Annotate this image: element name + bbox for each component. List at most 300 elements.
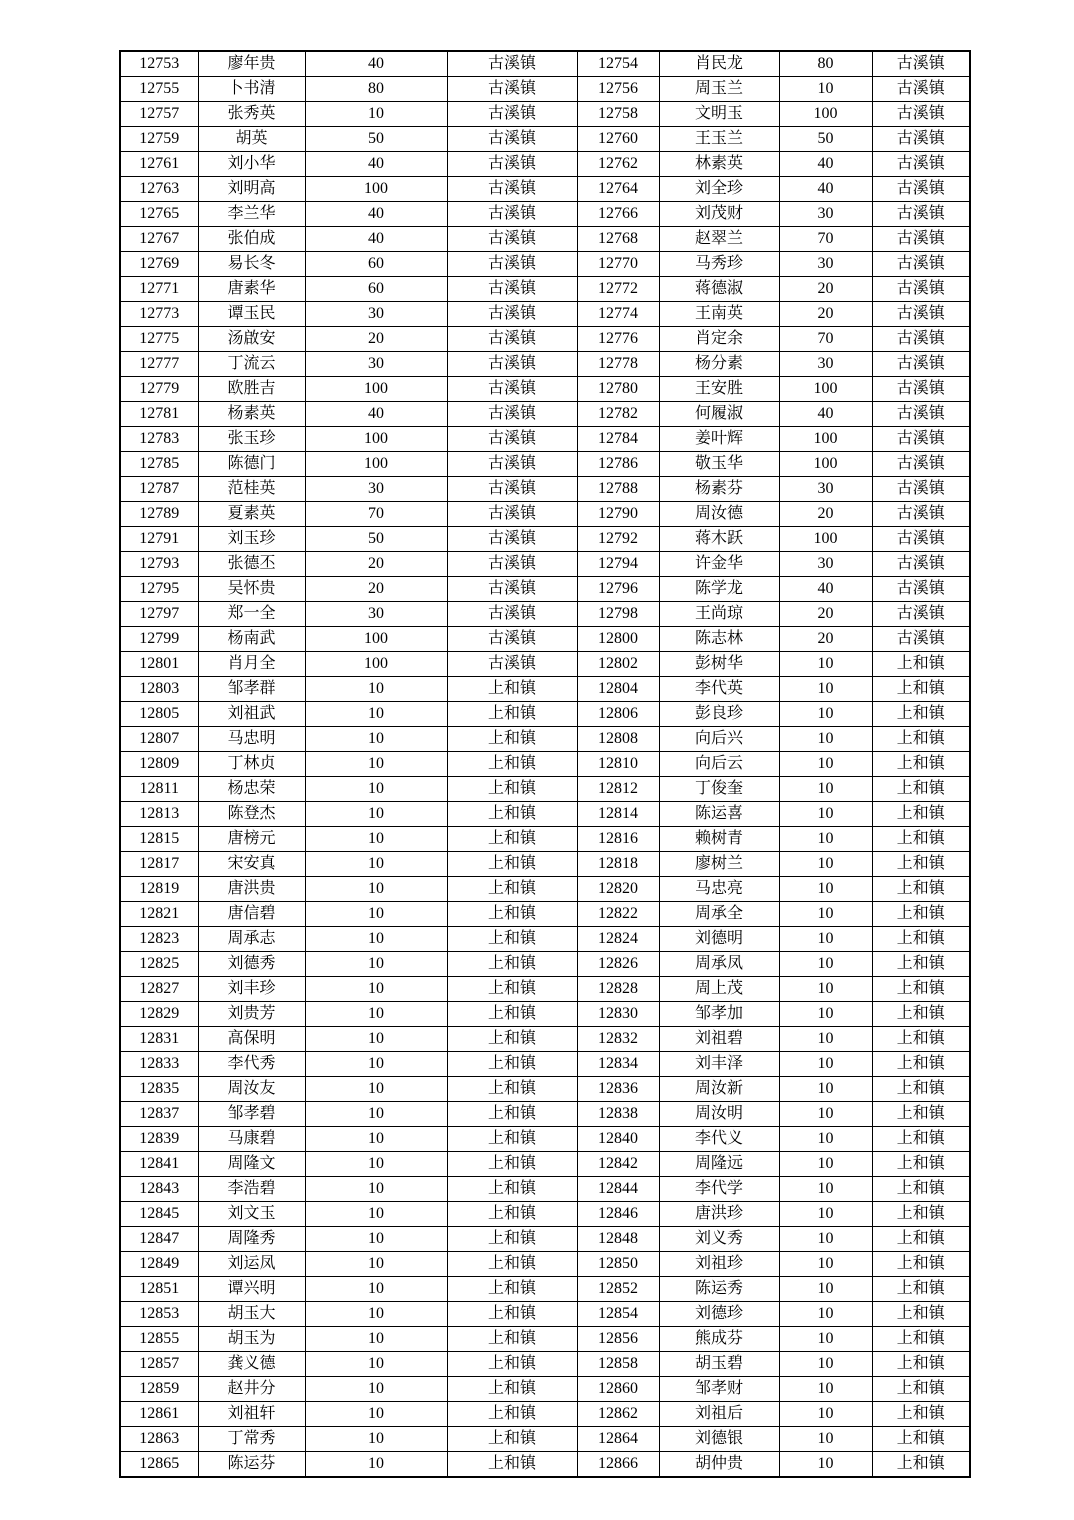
- amount-cell: 10: [779, 1102, 872, 1127]
- id-cell: 12844: [577, 1177, 659, 1202]
- town-cell: 古溪镇: [447, 527, 577, 552]
- amount-cell: 10: [305, 752, 447, 777]
- id-cell: 12863: [120, 1427, 198, 1452]
- name-cell: 胡玉大: [198, 1302, 305, 1327]
- id-cell: 12864: [577, 1427, 659, 1452]
- amount-cell: 10: [305, 1252, 447, 1277]
- table-row: [120, 252, 970, 277]
- town-cell: 上和镇: [447, 977, 577, 1002]
- town-cell: 古溪镇: [447, 302, 577, 327]
- id-cell: 12866: [577, 1452, 659, 1478]
- amount-cell: 10: [779, 827, 872, 852]
- amount-cell: 10: [779, 1052, 872, 1077]
- amount-cell: 10: [305, 1352, 447, 1377]
- id-cell: 12778: [577, 352, 659, 377]
- id-cell: 12835: [120, 1077, 198, 1102]
- id-cell: 12794: [577, 552, 659, 577]
- name-cell: 周汝友: [198, 1077, 305, 1102]
- amount-cell: 10: [305, 727, 447, 752]
- table-row: [120, 1077, 970, 1102]
- amount-cell: 10: [305, 1052, 447, 1077]
- amount-cell: 100: [779, 377, 872, 402]
- town-cell: 上和镇: [872, 1102, 970, 1127]
- id-cell: 12792: [577, 527, 659, 552]
- id-cell: 12852: [577, 1277, 659, 1302]
- id-cell: 12824: [577, 927, 659, 952]
- table-row: [120, 852, 970, 877]
- id-cell: 12847: [120, 1227, 198, 1252]
- name-cell: 唐洪贵: [198, 877, 305, 902]
- name-cell: 郑一全: [198, 602, 305, 627]
- table-row: [120, 1277, 970, 1302]
- id-cell: 12769: [120, 252, 198, 277]
- amount-cell: 10: [779, 702, 872, 727]
- town-cell: 上和镇: [872, 877, 970, 902]
- id-cell: 12839: [120, 1127, 198, 1152]
- name-cell: 陈运芬: [198, 1452, 305, 1478]
- name-cell: 周承全: [659, 902, 779, 927]
- amount-cell: 10: [305, 1027, 447, 1052]
- name-cell: 赖树青: [659, 827, 779, 852]
- id-cell: 12853: [120, 1302, 198, 1327]
- town-cell: 古溪镇: [872, 577, 970, 602]
- id-cell: 12761: [120, 152, 198, 177]
- table-row: [120, 1202, 970, 1227]
- id-cell: 12857: [120, 1352, 198, 1377]
- amount-cell: 30: [305, 352, 447, 377]
- table-row: [120, 1177, 970, 1202]
- town-cell: 上和镇: [447, 1002, 577, 1027]
- amount-cell: 20: [305, 577, 447, 602]
- town-cell: 古溪镇: [447, 177, 577, 202]
- name-cell: 刘祖碧: [659, 1027, 779, 1052]
- name-cell: 肖月全: [198, 652, 305, 677]
- town-cell: 古溪镇: [447, 502, 577, 527]
- amount-cell: 10: [779, 1202, 872, 1227]
- amount-cell: 10: [779, 652, 872, 677]
- table-row: [120, 402, 970, 427]
- table-row: [120, 427, 970, 452]
- town-cell: 上和镇: [447, 1052, 577, 1077]
- table-row: [120, 977, 970, 1002]
- amount-cell: 60: [305, 277, 447, 302]
- town-cell: 古溪镇: [872, 77, 970, 102]
- id-cell: 12861: [120, 1402, 198, 1427]
- amount-cell: 40: [305, 51, 447, 77]
- name-cell: 丁常秀: [198, 1427, 305, 1452]
- id-cell: 12846: [577, 1202, 659, 1227]
- name-cell: 李兰华: [198, 202, 305, 227]
- name-cell: 廖年贵: [198, 51, 305, 77]
- name-cell: 陈运喜: [659, 802, 779, 827]
- town-cell: 古溪镇: [872, 252, 970, 277]
- name-cell: 夏素英: [198, 502, 305, 527]
- town-cell: 上和镇: [447, 752, 577, 777]
- table-row: [120, 377, 970, 402]
- id-cell: 12775: [120, 327, 198, 352]
- name-cell: 刘德明: [659, 927, 779, 952]
- amount-cell: 60: [305, 252, 447, 277]
- id-cell: 12767: [120, 227, 198, 252]
- town-cell: 古溪镇: [872, 227, 970, 252]
- id-cell: 12798: [577, 602, 659, 627]
- town-cell: 上和镇: [872, 652, 970, 677]
- id-cell: 12776: [577, 327, 659, 352]
- name-cell: 陈运秀: [659, 1277, 779, 1302]
- name-cell: 赵井分: [198, 1377, 305, 1402]
- amount-cell: 40: [305, 227, 447, 252]
- amount-cell: 10: [779, 1452, 872, 1478]
- town-cell: 古溪镇: [447, 277, 577, 302]
- town-cell: 上和镇: [447, 1402, 577, 1427]
- name-cell: 刘明高: [198, 177, 305, 202]
- id-cell: 12845: [120, 1202, 198, 1227]
- name-cell: 汤啟安: [198, 327, 305, 352]
- amount-cell: 10: [305, 1302, 447, 1327]
- amount-cell: 10: [779, 1277, 872, 1302]
- name-cell: 邹孝群: [198, 677, 305, 702]
- id-cell: 12789: [120, 502, 198, 527]
- town-cell: 上和镇: [872, 1227, 970, 1252]
- town-cell: 上和镇: [447, 927, 577, 952]
- id-cell: 12819: [120, 877, 198, 902]
- town-cell: 古溪镇: [872, 127, 970, 152]
- town-cell: 上和镇: [872, 1427, 970, 1452]
- name-cell: 周上茂: [659, 977, 779, 1002]
- table-row: [120, 1052, 970, 1077]
- table-row: [120, 1377, 970, 1402]
- id-cell: 12818: [577, 852, 659, 877]
- amount-cell: 10: [779, 927, 872, 952]
- name-cell: 何履淑: [659, 402, 779, 427]
- id-cell: 12757: [120, 102, 198, 127]
- town-cell: 古溪镇: [872, 627, 970, 652]
- amount-cell: 10: [305, 827, 447, 852]
- town-cell: 上和镇: [872, 1052, 970, 1077]
- amount-cell: 40: [305, 202, 447, 227]
- name-cell: 范桂英: [198, 477, 305, 502]
- town-cell: 古溪镇: [447, 452, 577, 477]
- table-row: [120, 577, 970, 602]
- town-cell: 古溪镇: [872, 427, 970, 452]
- table-row: [120, 1252, 970, 1277]
- amount-cell: 20: [779, 602, 872, 627]
- amount-cell: 40: [779, 177, 872, 202]
- town-cell: 上和镇: [447, 1427, 577, 1452]
- town-cell: 古溪镇: [447, 152, 577, 177]
- amount-cell: 10: [305, 1452, 447, 1478]
- amount-cell: 10: [779, 777, 872, 802]
- id-cell: 12833: [120, 1052, 198, 1077]
- amount-cell: 10: [779, 902, 872, 927]
- name-cell: 唐洪珍: [659, 1202, 779, 1227]
- id-cell: 12784: [577, 427, 659, 452]
- id-cell: 12779: [120, 377, 198, 402]
- town-cell: 上和镇: [872, 927, 970, 952]
- table-body: [120, 51, 970, 1477]
- amount-cell: 100: [779, 427, 872, 452]
- name-cell: 唐素华: [198, 277, 305, 302]
- name-cell: 陈德门: [198, 452, 305, 477]
- town-cell: 上和镇: [872, 802, 970, 827]
- town-cell: 古溪镇: [872, 152, 970, 177]
- id-cell: 12780: [577, 377, 659, 402]
- name-cell: 马秀珍: [659, 252, 779, 277]
- amount-cell: 40: [779, 152, 872, 177]
- id-cell: 12765: [120, 202, 198, 227]
- town-cell: 上和镇: [872, 1277, 970, 1302]
- table-row: [120, 202, 970, 227]
- table-row: [120, 1227, 970, 1252]
- amount-cell: 10: [305, 102, 447, 127]
- amount-cell: 10: [779, 1377, 872, 1402]
- name-cell: 龚义德: [198, 1352, 305, 1377]
- amount-cell: 10: [779, 1127, 872, 1152]
- id-cell: 12851: [120, 1277, 198, 1302]
- name-cell: 丁俊奎: [659, 777, 779, 802]
- id-cell: 12799: [120, 627, 198, 652]
- id-cell: 12821: [120, 902, 198, 927]
- table-row: [120, 277, 970, 302]
- name-cell: 刘运凤: [198, 1252, 305, 1277]
- amount-cell: 30: [779, 252, 872, 277]
- id-cell: 12865: [120, 1452, 198, 1478]
- amount-cell: 10: [305, 1077, 447, 1102]
- amount-cell: 10: [305, 1127, 447, 1152]
- id-cell: 12801: [120, 652, 198, 677]
- name-cell: 杨素芬: [659, 477, 779, 502]
- town-cell: 上和镇: [872, 677, 970, 702]
- town-cell: 上和镇: [447, 1252, 577, 1277]
- amount-cell: 10: [305, 802, 447, 827]
- amount-cell: 10: [305, 1427, 447, 1452]
- town-cell: 上和镇: [447, 1152, 577, 1177]
- id-cell: 12827: [120, 977, 198, 1002]
- name-cell: 邹孝碧: [198, 1102, 305, 1127]
- town-cell: 上和镇: [872, 1002, 970, 1027]
- name-cell: 敬玉华: [659, 452, 779, 477]
- id-cell: 12841: [120, 1152, 198, 1177]
- amount-cell: 10: [305, 1002, 447, 1027]
- table-row: [120, 77, 970, 102]
- id-cell: 12805: [120, 702, 198, 727]
- amount-cell: 50: [305, 527, 447, 552]
- id-cell: 12810: [577, 752, 659, 777]
- name-cell: 刘义秀: [659, 1227, 779, 1252]
- amount-cell: 10: [779, 1427, 872, 1452]
- table-row: [120, 1152, 970, 1177]
- table-row: [120, 152, 970, 177]
- id-cell: 12764: [577, 177, 659, 202]
- name-cell: 邹孝加: [659, 1002, 779, 1027]
- amount-cell: 10: [779, 977, 872, 1002]
- town-cell: 古溪镇: [872, 377, 970, 402]
- amount-cell: 10: [779, 77, 872, 102]
- table-row: [120, 1402, 970, 1427]
- name-cell: 蒋木跃: [659, 527, 779, 552]
- name-cell: 刘小华: [198, 152, 305, 177]
- town-cell: 古溪镇: [872, 477, 970, 502]
- amount-cell: 100: [779, 527, 872, 552]
- name-cell: 陈志林: [659, 627, 779, 652]
- table-row: [120, 827, 970, 852]
- id-cell: 12822: [577, 902, 659, 927]
- town-cell: 上和镇: [872, 1152, 970, 1177]
- amount-cell: 10: [779, 1402, 872, 1427]
- table-row: [120, 1127, 970, 1152]
- name-cell: 马忠亮: [659, 877, 779, 902]
- amount-cell: 70: [305, 502, 447, 527]
- amount-cell: 10: [779, 677, 872, 702]
- amount-cell: 80: [305, 77, 447, 102]
- amount-cell: 30: [305, 302, 447, 327]
- amount-cell: 10: [779, 852, 872, 877]
- id-cell: 12816: [577, 827, 659, 852]
- id-cell: 12756: [577, 77, 659, 102]
- town-cell: 上和镇: [872, 1027, 970, 1052]
- table-row: [120, 952, 970, 977]
- name-cell: 张伯成: [198, 227, 305, 252]
- id-cell: 12773: [120, 302, 198, 327]
- name-cell: 胡玉为: [198, 1327, 305, 1352]
- id-cell: 12820: [577, 877, 659, 902]
- id-cell: 12806: [577, 702, 659, 727]
- amount-cell: 10: [779, 1327, 872, 1352]
- name-cell: 向后云: [659, 752, 779, 777]
- town-cell: 上和镇: [872, 752, 970, 777]
- name-cell: 高保明: [198, 1027, 305, 1052]
- table-row: [120, 452, 970, 477]
- name-cell: 廖树兰: [659, 852, 779, 877]
- table-row: [120, 352, 970, 377]
- name-cell: 刘德秀: [198, 952, 305, 977]
- id-cell: 12785: [120, 452, 198, 477]
- town-cell: 上和镇: [447, 1302, 577, 1327]
- town-cell: 上和镇: [872, 702, 970, 727]
- amount-cell: 10: [779, 1027, 872, 1052]
- town-cell: 古溪镇: [447, 51, 577, 77]
- town-cell: 上和镇: [872, 977, 970, 1002]
- table-row: [120, 502, 970, 527]
- town-cell: 古溪镇: [447, 377, 577, 402]
- town-cell: 上和镇: [447, 1327, 577, 1352]
- amount-cell: 10: [779, 802, 872, 827]
- amount-cell: 40: [305, 402, 447, 427]
- name-cell: 李代义: [659, 1127, 779, 1152]
- town-cell: 上和镇: [447, 1027, 577, 1052]
- name-cell: 谭玉民: [198, 302, 305, 327]
- name-cell: 赵翠兰: [659, 227, 779, 252]
- id-cell: 12812: [577, 777, 659, 802]
- table-row: [120, 552, 970, 577]
- name-cell: 丁流云: [198, 352, 305, 377]
- amount-cell: 100: [305, 427, 447, 452]
- town-cell: 古溪镇: [447, 77, 577, 102]
- amount-cell: 20: [779, 302, 872, 327]
- id-cell: 12809: [120, 752, 198, 777]
- amount-cell: 100: [305, 377, 447, 402]
- id-cell: 12858: [577, 1352, 659, 1377]
- id-cell: 12823: [120, 927, 198, 952]
- id-cell: 12755: [120, 77, 198, 102]
- town-cell: 古溪镇: [447, 552, 577, 577]
- town-cell: 古溪镇: [447, 252, 577, 277]
- id-cell: 12787: [120, 477, 198, 502]
- id-cell: 12796: [577, 577, 659, 602]
- table-row: [120, 727, 970, 752]
- town-cell: 古溪镇: [872, 527, 970, 552]
- town-cell: 上和镇: [447, 952, 577, 977]
- name-cell: 马忠明: [198, 727, 305, 752]
- town-cell: 上和镇: [447, 1377, 577, 1402]
- town-cell: 古溪镇: [872, 302, 970, 327]
- town-cell: 古溪镇: [447, 627, 577, 652]
- name-cell: 卜书清: [198, 77, 305, 102]
- amount-cell: 80: [779, 51, 872, 77]
- name-cell: 刘贵芳: [198, 1002, 305, 1027]
- table-row: [120, 177, 970, 202]
- id-cell: 12774: [577, 302, 659, 327]
- name-cell: 王玉兰: [659, 127, 779, 152]
- id-cell: 12777: [120, 352, 198, 377]
- id-cell: 12793: [120, 552, 198, 577]
- id-cell: 12770: [577, 252, 659, 277]
- town-cell: 上和镇: [872, 902, 970, 927]
- id-cell: 12762: [577, 152, 659, 177]
- town-cell: 古溪镇: [872, 402, 970, 427]
- amount-cell: 10: [305, 902, 447, 927]
- id-cell: 12768: [577, 227, 659, 252]
- name-cell: 姜叶辉: [659, 427, 779, 452]
- id-cell: 12781: [120, 402, 198, 427]
- amount-cell: 100: [305, 652, 447, 677]
- amount-cell: 10: [305, 1202, 447, 1227]
- name-cell: 熊成芬: [659, 1327, 779, 1352]
- name-cell: 肖定余: [659, 327, 779, 352]
- name-cell: 丁林贞: [198, 752, 305, 777]
- name-cell: 易长冬: [198, 252, 305, 277]
- table-row: [120, 1102, 970, 1127]
- id-cell: 12838: [577, 1102, 659, 1127]
- name-cell: 刘德珍: [659, 1302, 779, 1327]
- table-row: [120, 327, 970, 352]
- id-cell: 12854: [577, 1302, 659, 1327]
- table-row: [120, 1027, 970, 1052]
- amount-cell: 20: [779, 277, 872, 302]
- town-cell: 古溪镇: [872, 552, 970, 577]
- town-cell: 上和镇: [447, 727, 577, 752]
- id-cell: 12829: [120, 1002, 198, 1027]
- table-row: [120, 877, 970, 902]
- town-cell: 古溪镇: [872, 51, 970, 77]
- id-cell: 12831: [120, 1027, 198, 1052]
- table-row: [120, 777, 970, 802]
- table-row: [120, 227, 970, 252]
- town-cell: 古溪镇: [872, 452, 970, 477]
- town-cell: 上和镇: [447, 1177, 577, 1202]
- town-cell: 上和镇: [447, 677, 577, 702]
- town-cell: 上和镇: [447, 902, 577, 927]
- amount-cell: 20: [779, 627, 872, 652]
- id-cell: 12830: [577, 1002, 659, 1027]
- town-cell: 上和镇: [447, 1077, 577, 1102]
- name-cell: 王南英: [659, 302, 779, 327]
- id-cell: 12843: [120, 1177, 198, 1202]
- name-cell: 李代学: [659, 1177, 779, 1202]
- id-cell: 12807: [120, 727, 198, 752]
- town-cell: 古溪镇: [872, 602, 970, 627]
- name-cell: 唐榜元: [198, 827, 305, 852]
